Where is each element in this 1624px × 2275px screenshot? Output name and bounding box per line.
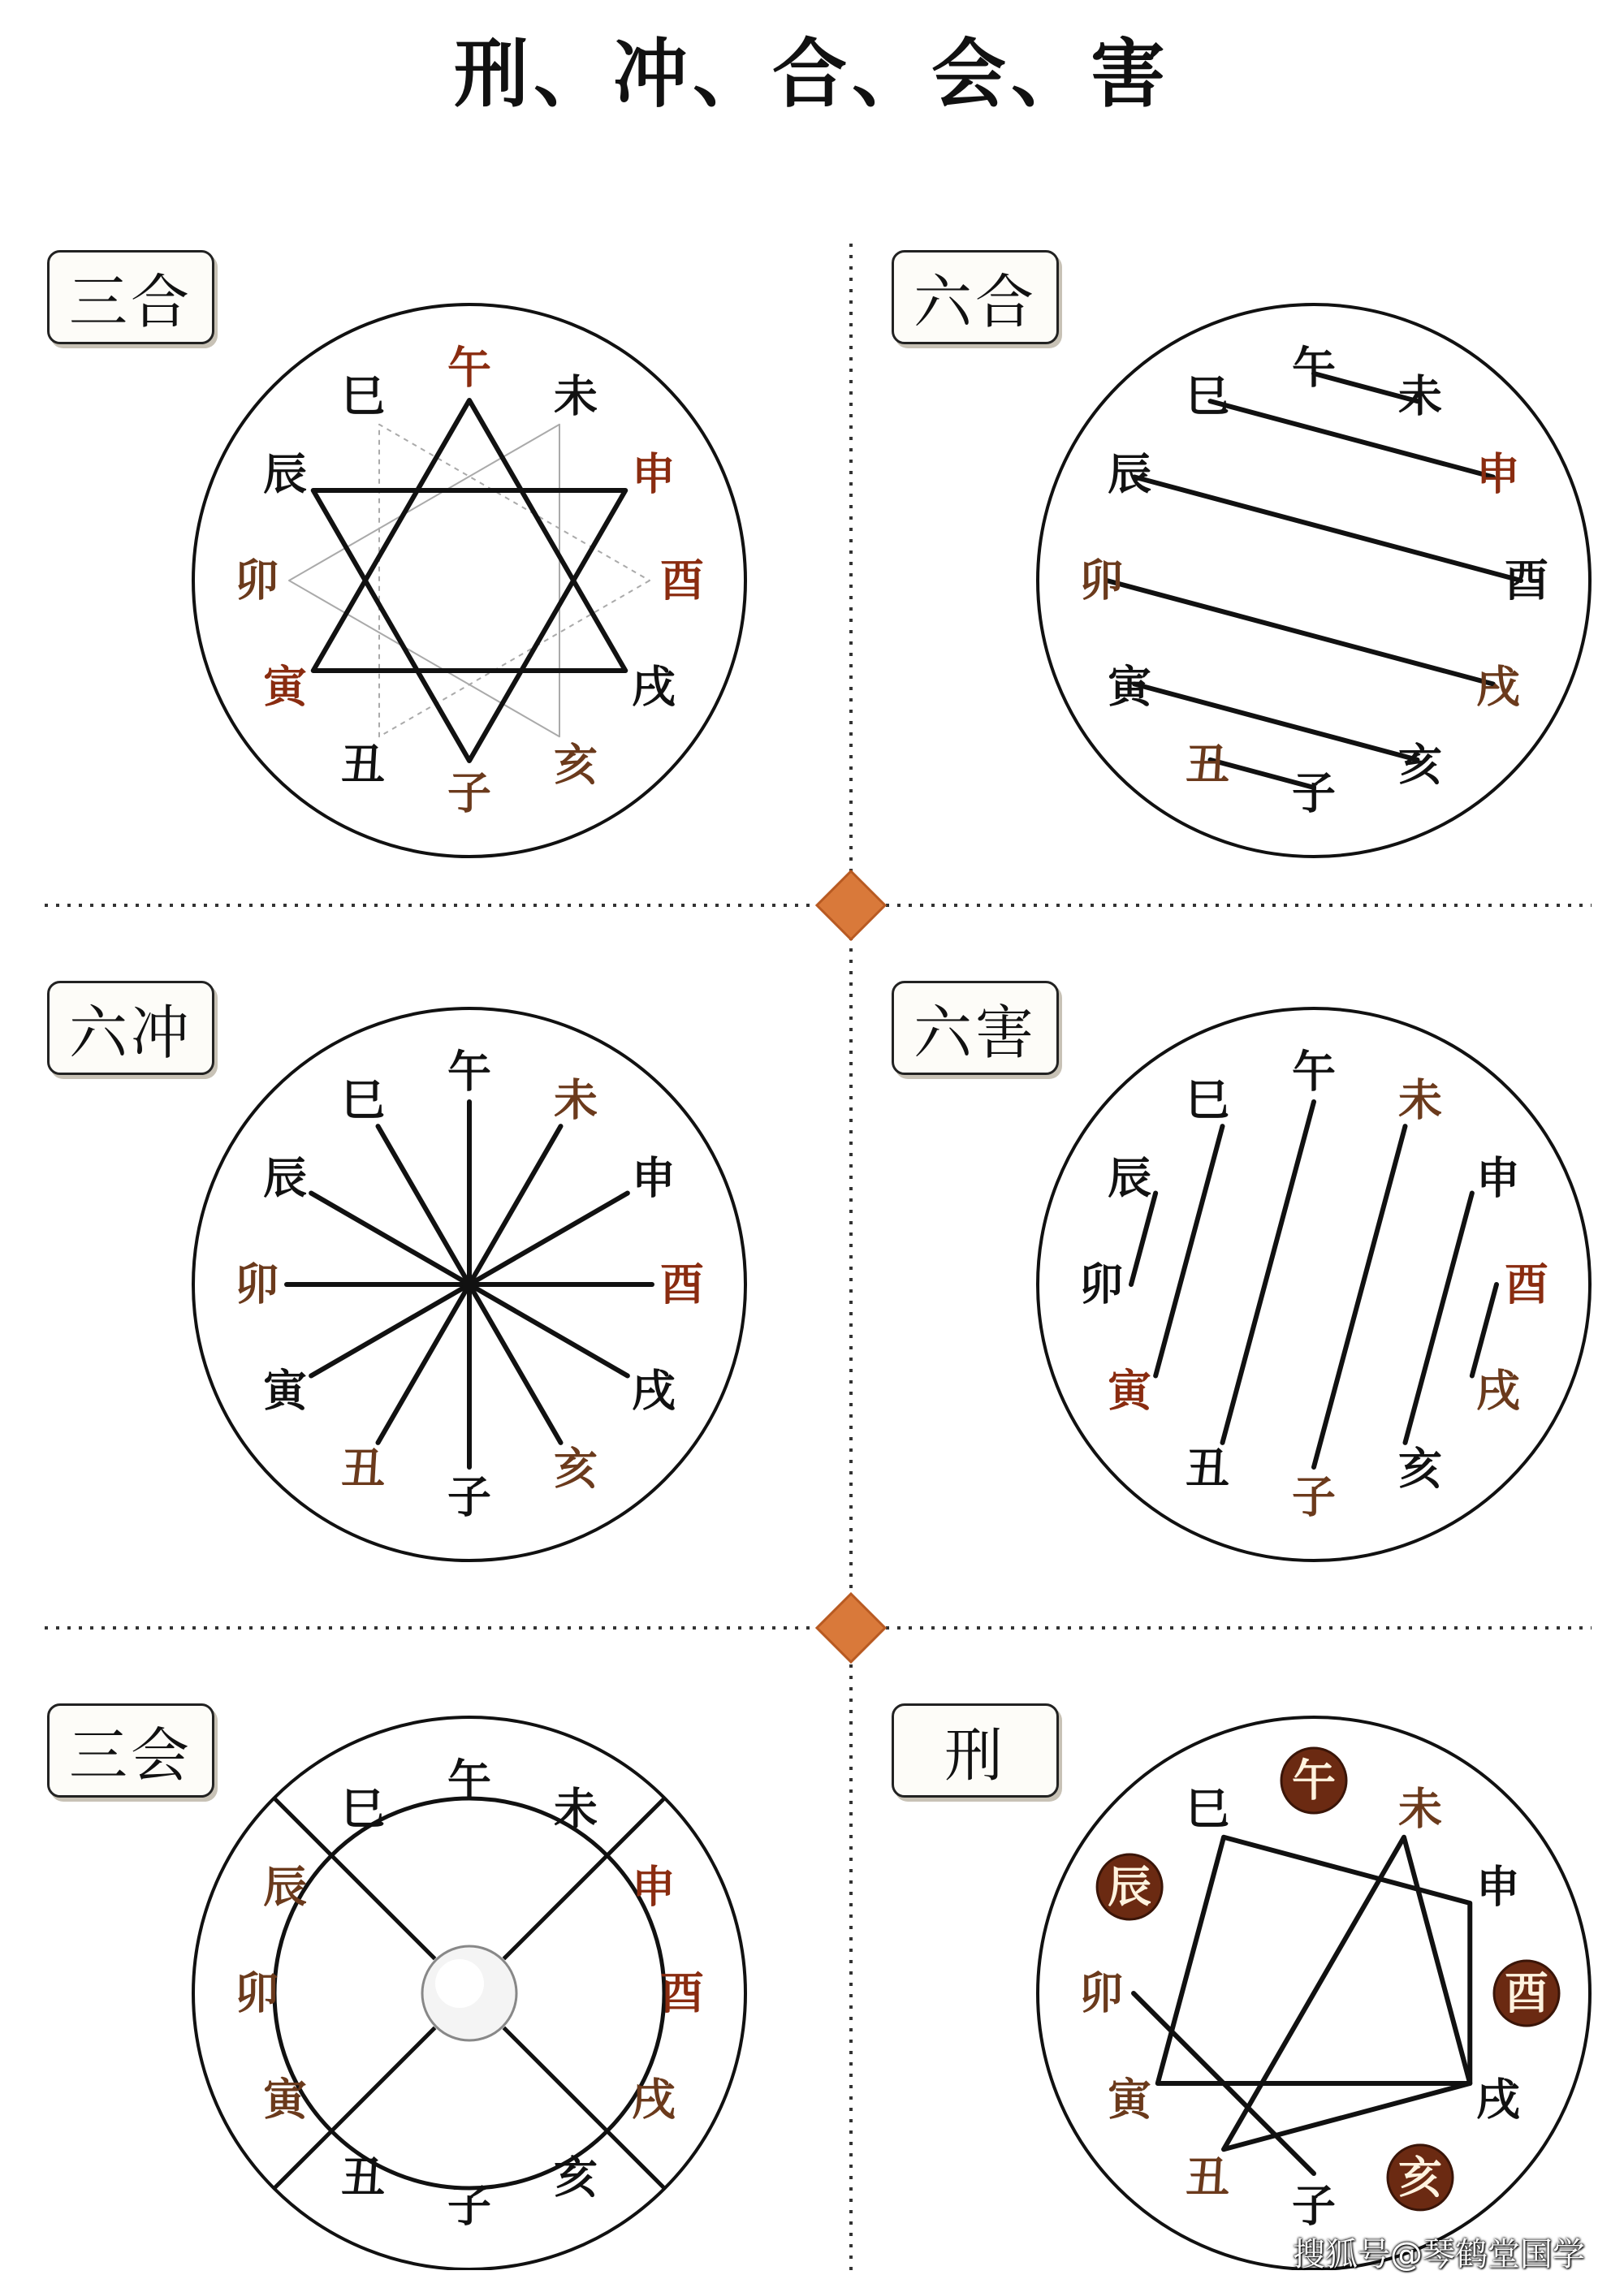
branch-label: 丑 xyxy=(341,739,385,791)
hai-line xyxy=(1223,1102,1315,1443)
branch-label: 申 xyxy=(631,1152,676,1204)
branch-label: 亥 xyxy=(1398,1443,1442,1495)
triangle-faint xyxy=(379,425,650,737)
branch-label: 子 xyxy=(447,1471,491,1523)
branch-label: 卯 xyxy=(1079,1967,1123,2019)
panel-sanhe xyxy=(193,304,745,857)
branch-label: 亥 xyxy=(1398,739,1442,791)
branch-label: 寅 xyxy=(1108,2074,1152,2126)
diamond-ornament xyxy=(817,1594,885,1662)
branch-label: 丑 xyxy=(1186,1443,1229,1495)
branch-label: 辰 xyxy=(263,1861,308,1913)
branch-label: 子 xyxy=(447,2180,491,2232)
branch-label: 未 xyxy=(554,370,598,422)
branch-label: 丑 xyxy=(341,2152,385,2204)
branch-label: 卯 xyxy=(1079,1258,1123,1310)
page-title: 刑、冲、合、会、害 xyxy=(453,31,1170,118)
panel-xing xyxy=(1038,1717,1590,2269)
branch-label: 亥 xyxy=(554,2152,598,2204)
panel-liuhai xyxy=(1038,1008,1590,1561)
liuhe-line xyxy=(1134,684,1417,760)
branch-label: 辰 xyxy=(1108,1152,1152,1204)
branch-label: 巳 xyxy=(1186,1783,1229,1835)
branch-label: 酉 xyxy=(660,1258,704,1310)
xing-quad xyxy=(1158,1837,1471,2083)
branch-label: 辰 xyxy=(263,1152,308,1204)
triangle-fire xyxy=(313,400,626,671)
branch-label: 卯 xyxy=(1079,555,1123,607)
branch-label: 酉 xyxy=(1505,1258,1548,1310)
branch-label: 卯 xyxy=(235,555,279,607)
branch-label: 寅 xyxy=(263,661,308,713)
hai-line xyxy=(1155,1126,1222,1375)
branch-label: 申 xyxy=(1475,448,1520,500)
liuhe-line xyxy=(1134,477,1521,581)
panel-label-xing: 刑 xyxy=(892,1703,1059,1798)
branch-label: 寅 xyxy=(263,1365,308,1417)
hai-line xyxy=(1472,1284,1497,1376)
branch-label: 酉 xyxy=(660,555,704,607)
branch-label: 午 xyxy=(1292,1755,1336,1807)
branch-label: 亥 xyxy=(554,1443,598,1495)
hai-line xyxy=(1406,1194,1472,1443)
branch-label: 戌 xyxy=(1475,2074,1520,2126)
hai-line xyxy=(1314,1126,1406,1467)
branch-label: 未 xyxy=(554,1074,598,1126)
branch-label: 午 xyxy=(1292,1046,1336,1098)
branch-label: 辰 xyxy=(1108,448,1152,500)
branch-label: 辰 xyxy=(263,448,308,500)
branch-label: 午 xyxy=(447,1046,491,1098)
branch-label: 巳 xyxy=(341,370,385,422)
center-dot xyxy=(462,1277,477,1292)
branch-label: 酉 xyxy=(660,1967,704,2019)
triangle-faint xyxy=(289,425,559,737)
branch-label: 未 xyxy=(1398,1783,1442,1835)
branch-label: 申 xyxy=(1475,1861,1520,1913)
branch-label: 戌 xyxy=(1475,661,1520,713)
branch-label: 午 xyxy=(447,342,491,394)
branch-label: 戌 xyxy=(631,1365,676,1417)
branch-label: 寅 xyxy=(1108,661,1152,713)
hai-line xyxy=(1131,1194,1155,1285)
branch-label: 午 xyxy=(1292,342,1336,394)
liuhe-line xyxy=(1211,401,1493,477)
branch-label: 子 xyxy=(447,767,491,819)
branch-label: 未 xyxy=(1398,1074,1442,1126)
branch-label: 丑 xyxy=(1186,739,1229,791)
branch-label: 辰 xyxy=(1108,1861,1152,1913)
branch-label: 酉 xyxy=(1505,1967,1548,2019)
liuhe-line xyxy=(1107,581,1493,684)
panel-liuchong xyxy=(193,1008,745,1561)
branch-label: 申 xyxy=(631,1861,676,1913)
branch-label: 巳 xyxy=(341,1074,385,1126)
branch-label: 戌 xyxy=(1475,1365,1520,1417)
panel-sanhui xyxy=(193,1717,745,2269)
panel-label-liuhe: 六合 xyxy=(892,250,1059,344)
panel-label-sanhe: 三合 xyxy=(47,250,214,344)
panel-label-liuchong: 六冲 xyxy=(47,981,214,1075)
branch-label: 未 xyxy=(554,1783,598,1835)
panel-liuhe xyxy=(1038,304,1590,857)
branch-label: 戌 xyxy=(631,2074,676,2126)
panel-label-liuhai: 六害 xyxy=(892,981,1059,1075)
branch-label: 巳 xyxy=(1186,370,1229,422)
branch-label: 卯 xyxy=(235,1967,279,2019)
branch-label: 巳 xyxy=(341,1783,385,1835)
branch-label: 卯 xyxy=(235,1258,279,1310)
branch-label: 丑 xyxy=(341,1443,385,1495)
xing-triangle xyxy=(1224,1837,1470,2150)
diamond-ornament xyxy=(817,871,885,939)
triangle-water xyxy=(313,490,626,761)
panel-label-sanhui: 三会 xyxy=(47,1703,214,1798)
branch-label: 申 xyxy=(631,448,676,500)
branch-label: 子 xyxy=(1292,767,1336,819)
branch-label: 酉 xyxy=(1505,555,1548,607)
branch-label: 巳 xyxy=(1186,1074,1229,1126)
branch-label: 申 xyxy=(1475,1152,1520,1204)
branch-label: 亥 xyxy=(554,739,598,791)
branch-label: 子 xyxy=(1292,1471,1336,1523)
branch-label: 午 xyxy=(447,1755,491,1807)
branch-label: 未 xyxy=(1398,370,1442,422)
orb-highlight xyxy=(435,1959,484,2008)
branch-label: 寅 xyxy=(1108,1365,1152,1417)
watermark: 搜狐号@琴鹤堂国学 xyxy=(1293,2236,1585,2273)
branch-label: 子 xyxy=(1292,2180,1336,2232)
branch-label: 寅 xyxy=(263,2074,308,2126)
branch-label: 戌 xyxy=(631,661,676,713)
branch-label: 亥 xyxy=(1398,2152,1442,2204)
branch-label: 丑 xyxy=(1186,2152,1229,2204)
